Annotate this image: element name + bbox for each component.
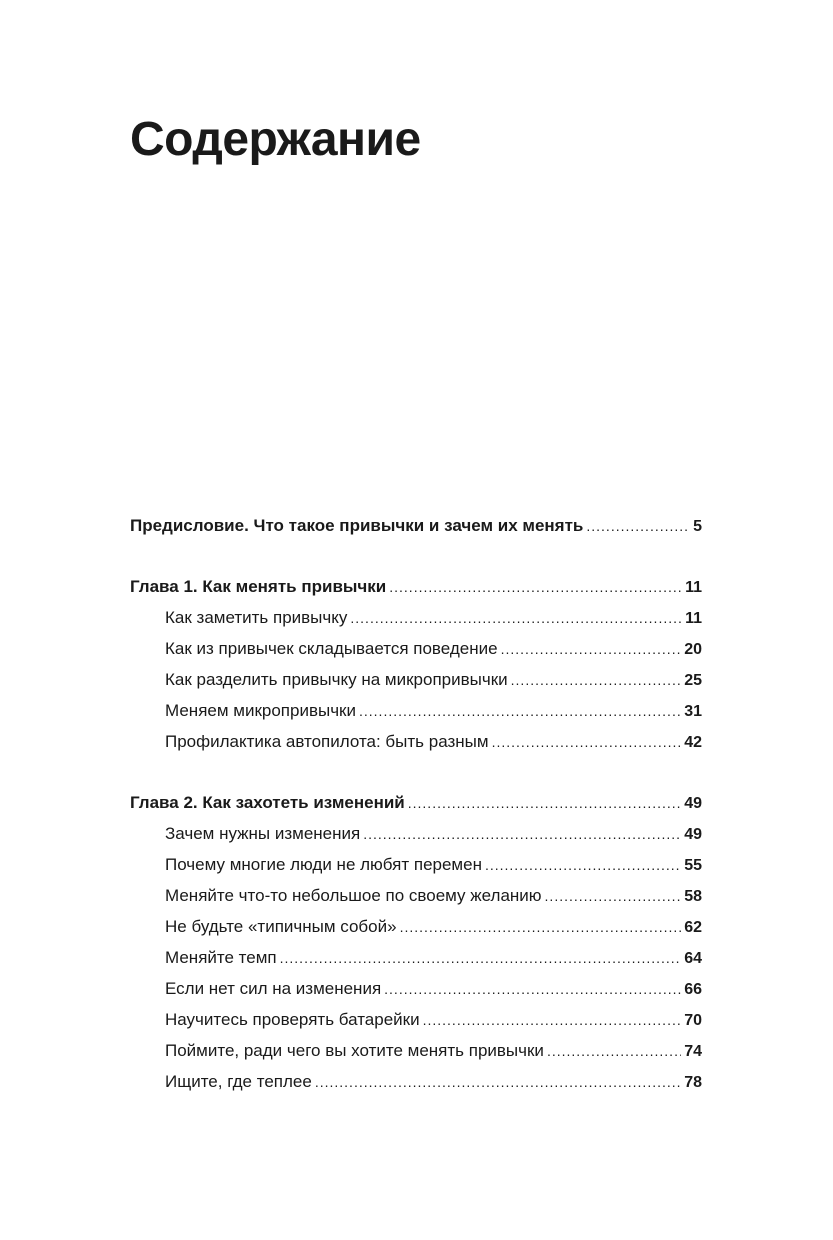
toc-entry-title: Как из привычек складывается поведение [165,639,498,658]
dot-leader [389,572,682,603]
toc-page-number: 11 [685,610,702,627]
toc-entry-title: Предисловие. Что такое привычки и зачем их менять [130,516,584,535]
dot-leader [408,788,681,819]
toc-subentry[interactable] [130,880,702,911]
toc-page-number: 31 [684,703,702,720]
section-gap [130,757,702,787]
toc-entry-title: Не будьте «типичным собой» [165,917,397,936]
toc-page-number: 70 [684,1012,702,1029]
toc-page-number: 20 [684,641,702,658]
toc-entry-title: Если нет сил на изменения [165,979,382,998]
toc-page-number: 62 [684,919,702,936]
toc-entry-title: Профилактика автопилота: быть разным [165,732,489,751]
dot-leader [363,819,681,850]
section-gap [130,541,702,571]
dot-leader [545,881,682,912]
toc-page-number: 64 [684,950,702,967]
toc-page-number: 78 [684,1074,702,1091]
toc-subentry[interactable] [130,1004,702,1035]
toc-entry-title: Меняйте что-то небольшое по своему желанию [165,886,542,905]
dot-leader [511,665,682,696]
toc-entry-title: Глава 2. Как захотеть изменений [130,793,405,812]
toc-subentry[interactable] [130,973,702,1004]
dot-leader [586,511,690,542]
toc-entry-title: Почему многие люди не любят перемен [165,855,482,874]
dot-leader [501,634,682,665]
toc-entry-title: Меняйте темп [165,948,277,967]
dot-leader [359,696,681,727]
toc-entry-title: Поймите, ради чего вы хотите менять привычки [165,1041,544,1060]
toc-page-number: 25 [684,672,702,689]
dot-leader [400,912,682,943]
toc-subentry[interactable] [130,942,702,973]
toc-entry-chapter-1[interactable] [130,571,702,602]
toc-subentry[interactable] [130,818,702,849]
toc-subentry[interactable] [130,664,702,695]
toc-page-number: 74 [684,1043,702,1060]
toc-subentry[interactable] [130,911,702,942]
toc-subentry[interactable] [130,849,702,880]
toc-entry-title: Как разделить привычку на микропривычки [165,670,508,689]
toc-entry-chapter-2[interactable] [130,787,702,818]
toc-subentry[interactable] [130,1035,702,1066]
toc-page-number: 49 [684,795,702,812]
toc-page-number: 49 [684,826,702,843]
dot-leader [492,727,682,758]
toc-subentry[interactable] [130,1066,702,1097]
toc-subentry[interactable] [130,726,702,757]
toc-entry-title: Глава 1. Как менять привычки [130,577,387,596]
toc-entry-preface[interactable] [130,510,702,541]
toc-entry-title: Меняем микропривычки [165,701,356,720]
toc-page-number: 42 [684,734,702,751]
toc-page-number: 5 [693,518,702,535]
toc-subentry[interactable] [130,633,702,664]
toc-entry-title: Научитесь проверять батарейки [165,1010,420,1029]
dot-leader [350,603,682,634]
dot-leader [384,974,681,1005]
dot-leader [280,943,682,974]
toc-page-number: 66 [684,981,702,998]
toc-entry-title: Как заметить привычку [165,608,348,627]
toc-subentry[interactable] [130,602,702,633]
toc-entry-title: Зачем нужны изменения [165,824,361,843]
toc-page-number: 55 [684,857,702,874]
toc-entry-title: Ищите, где теплее [165,1072,312,1091]
toc-subentry[interactable] [130,695,702,726]
dot-leader [485,850,681,881]
dot-leader [547,1036,681,1067]
dot-leader [423,1005,682,1036]
table-of-contents [130,510,702,1097]
dot-leader [315,1067,681,1098]
toc-page-number: 11 [685,579,702,596]
toc-page-number: 58 [684,888,702,905]
page-title: Содержание [130,113,421,166]
